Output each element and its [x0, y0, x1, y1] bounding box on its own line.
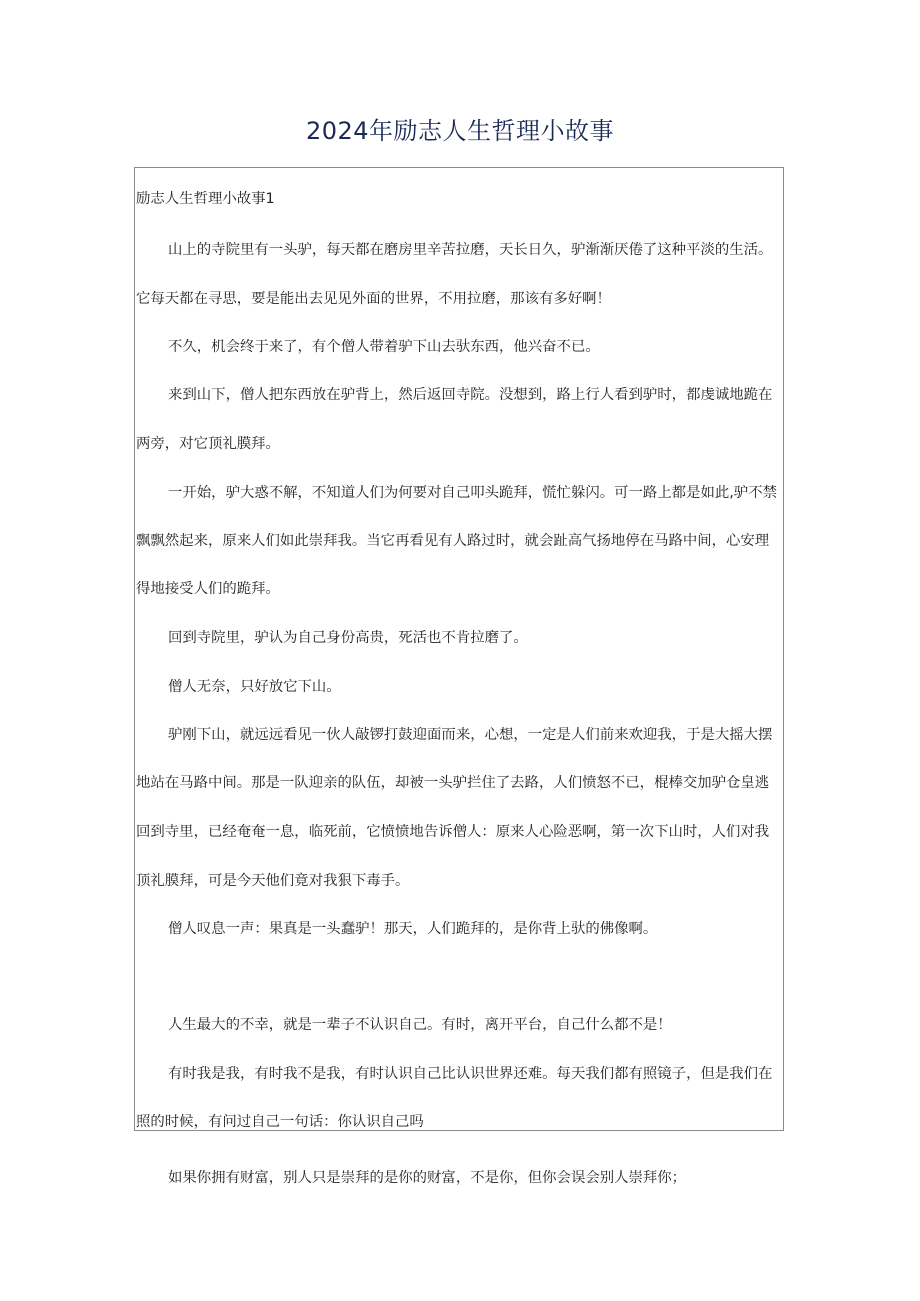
paragraph-line: 有时我是我，有时我不是我，有时认识自己比认识世界还难。每天我们都有照镜子，但是我们在 — [168, 1066, 773, 1082]
paragraph-line: 来到山下，僧人把东西放在驴背上，然后返回寺院。没想到，路上行人看到驴时，都虔诚地跪在 — [168, 387, 773, 403]
paragraph-line: 僧人无奈，只好放它下山。 — [168, 679, 341, 695]
paragraph-line: 驴刚下山，就远远看见一伙人敲锣打鼓迎面而来，心想，一定是人们前来欢迎我，于是大摇大摆 — [168, 727, 773, 743]
paragraph-line: 一开始，驴大惑不解，不知道人们为何要对自己叩头跪拜，慌忙躲闪。可一路上都是如此,驴不禁 — [168, 485, 777, 501]
section-heading: 励志人生哲理小故事1 — [136, 191, 275, 207]
paragraph-line: 僧人叹息一声：果真是一头蠢驴！那天，人们跪拜的，是你背上驮的佛像啊。 — [168, 921, 658, 937]
paragraph-line: 得地接受人们的跪拜。 — [136, 581, 280, 597]
paragraph-line: 如果你拥有财富，别人只是崇拜的是你的财富，不是你，但你会误会别人崇拜你； — [168, 1170, 687, 1186]
paragraph-line: 飘飘然起来，原来人们如此崇拜我。当它再看见有人路过时，就会趾高气扬地停在马路中间，心安理 — [136, 533, 770, 549]
paragraph-line: 它每天都在寻思，要是能出去见见外面的世界，不用拉磨，那该有多好啊！ — [136, 291, 611, 307]
paragraph-line: 顶礼膜拜，可是今天他们竟对我狠下毒手。 — [136, 873, 410, 889]
document-title: 2024年励志人生哲理小故事 — [305, 117, 615, 145]
paragraph-line: 两旁，对它顶礼膜拜。 — [136, 436, 280, 452]
paragraph-line: 山上的寺院里有一头驴，每天都在磨房里辛苦拉磨，天长日久，驴渐渐厌倦了这种平淡的生活。 — [168, 242, 773, 258]
paragraph-line: 地站在马路中间。那是一队迎亲的队伍，却被一头驴拦住了去路，人们愤怒不已，棍棒交加驴仓皇逃 — [136, 775, 770, 791]
paragraph-line: 照的时候，有问过自己一句话：你认识自己吗 — [136, 1114, 424, 1130]
paragraph-line: 回到寺里，已经奄奄一息，临死前，它愤愤地告诉僧人：原来人心险恶啊，第一次下山时，人们对我 — [136, 824, 770, 840]
paragraph-line: 人生最大的不幸，就是一辈子不认识自己。有时，离开平台，自己什么都不是！ — [168, 1017, 672, 1033]
paragraph-line: 回到寺院里，驴认为自己身份高贵，死活也不肯拉磨了。 — [168, 630, 528, 646]
paragraph-line: 不久，机会终于来了，有个僧人带着驴下山去驮东西，他兴奋不已。 — [168, 339, 600, 355]
